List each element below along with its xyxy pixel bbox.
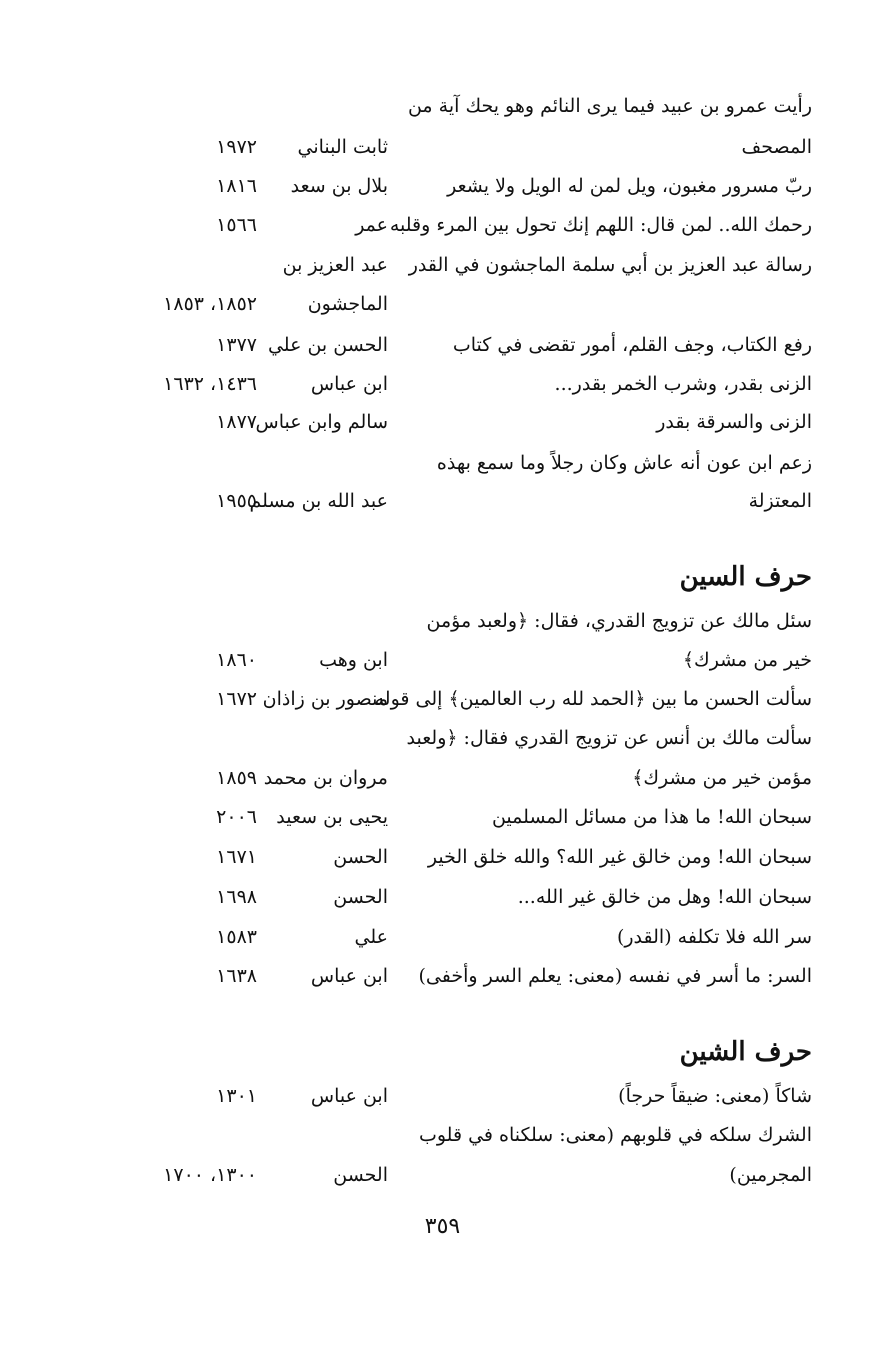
index-entry xyxy=(100,762,812,794)
entry-text: خير من مشرك﴾ xyxy=(682,649,812,671)
entry-text: الزنى والسرقة بقدر xyxy=(656,411,812,433)
entry-text: سألت مالك بن أنس عن تزويج القدري فقال: ﴿ولعبد xyxy=(406,727,812,749)
entry-text: الشرك سلكه في قلوبهم (معنى: سلكناه في قلوب xyxy=(418,1124,812,1146)
entry-narrator: عبد الله بن مسلم xyxy=(249,490,388,512)
entry-narrator: عمر xyxy=(355,214,388,236)
entry-numbers: ١٨١٦ xyxy=(216,175,257,197)
entry-text: الزنى بقدر، وشرب الخمر بقدر... xyxy=(554,373,812,395)
entry-narrator: ابن وهب xyxy=(319,649,388,671)
entry-text: ربّ مسرور مغبون، ويل لمن له الويل ولا يشعر xyxy=(447,175,812,197)
entry-numbers: ١٣٠٠، ١٧٠٠ xyxy=(163,1164,257,1186)
entry-narrator: الحسن xyxy=(333,1164,388,1186)
entry-numbers: ١٥٨٣ xyxy=(216,926,257,948)
entry-narrator: ابن عباس xyxy=(310,373,388,395)
index-entry xyxy=(100,921,812,953)
index-entry xyxy=(100,90,812,122)
entry-text: المجرمين) xyxy=(729,1164,812,1186)
index-entry xyxy=(100,406,812,438)
index-entry xyxy=(100,131,812,163)
index-entry xyxy=(100,1080,812,1112)
index-entry xyxy=(100,1119,812,1151)
entry-numbers: ١٦٧١ xyxy=(216,846,257,868)
entry-numbers: ١٦٣٨ xyxy=(216,965,257,987)
index-entry xyxy=(100,841,812,873)
entry-narrator: الحسن بن علي xyxy=(267,334,388,356)
entry-narrator: الماجشون xyxy=(307,293,388,315)
index-entry xyxy=(100,605,812,637)
index-entry xyxy=(100,644,812,676)
entry-narrator: الحسن xyxy=(333,846,388,868)
entry-narrator: عبد العزيز بن xyxy=(282,254,388,276)
entry-narrator: ابن عباس xyxy=(310,965,388,987)
entry-narrator: ابن عباس xyxy=(310,1085,388,1107)
entry-text: سبحان الله! وهل من خالق غير الله... xyxy=(517,886,812,908)
entry-numbers: ١٥٦٦ xyxy=(216,214,257,236)
index-entry xyxy=(100,170,812,202)
entry-text: سبحان الله! ما هذا من مسائل المسلمين xyxy=(491,806,812,828)
entry-narrator: يحيى بن سعيد xyxy=(276,806,388,828)
index-entry xyxy=(100,447,812,479)
entry-numbers: ١٩٥٥ xyxy=(216,490,257,512)
entry-numbers: ١٨٧٧ xyxy=(216,411,257,433)
entry-narrator: علي xyxy=(354,926,388,948)
index-entry xyxy=(100,881,812,913)
entry-text: سر الله فلا تكلفه (القدر) xyxy=(616,926,812,948)
entry-text: السر: ما أسر في نفسه (معنى: يعلم السر وأخفى) xyxy=(418,965,812,987)
entry-text: رحمك الله.. لمن قال: اللهم إنك تحول بين المرء وقلبه xyxy=(389,214,812,236)
section-heading-shin: حرف الشين xyxy=(679,1037,812,1067)
entry-numbers: ١٦٧٢ xyxy=(216,688,257,710)
entry-narrator: ثابت البناني xyxy=(297,136,388,158)
index-entry xyxy=(100,722,812,754)
entry-text: سبحان الله! ومن خالق غير الله؟ والله خلق الخير xyxy=(427,846,812,868)
entry-numbers: ١٤٣٦، ١٦٣٢ xyxy=(163,373,257,395)
section-heading-sin: حرف السين xyxy=(679,562,812,592)
index-entry xyxy=(100,801,812,833)
entry-numbers: ١٨٥٢، ١٨٥٣ xyxy=(163,293,257,315)
entry-narrator: مروان بن محمد xyxy=(263,767,388,789)
index-entry xyxy=(100,209,812,241)
index-entry xyxy=(100,1159,812,1191)
entry-numbers: ٢٠٠٦ xyxy=(216,806,257,828)
entry-numbers: ١٨٦٠ xyxy=(216,649,257,671)
entry-narrator: بلال بن سعد xyxy=(290,175,388,197)
index-entry xyxy=(100,960,812,992)
entry-text: المعتزلة xyxy=(748,490,812,512)
index-entry xyxy=(100,485,812,517)
page-number: ٣٥٩ xyxy=(424,1214,461,1239)
entry-text: المصحف xyxy=(741,136,812,158)
entry-text: رفع الكتاب، وجف القلم، أمور تقضى في كتاب xyxy=(452,334,812,356)
entry-numbers: ١٦٩٨ xyxy=(216,886,257,908)
entry-text: رأيت عمرو بن عبيد فيما يرى النائم وهو يحك آية من xyxy=(407,95,812,117)
index-entry xyxy=(100,329,812,361)
entry-narrator: الحسن xyxy=(333,886,388,908)
index-entry xyxy=(100,368,812,400)
index-entry xyxy=(100,249,812,281)
entry-numbers: ١٣٧٧ xyxy=(216,334,257,356)
index-entry xyxy=(100,288,812,320)
entry-text: شاكاً (معنى: ضيقاً حرجاً) xyxy=(618,1085,812,1107)
entry-numbers: ١٩٧٢ xyxy=(216,136,257,158)
entry-narrator: منصور بن زاذان xyxy=(262,688,388,710)
entry-text: مؤمن خير من مشرك﴾ xyxy=(632,767,812,789)
entry-narrator: سالم وابن عباس xyxy=(255,411,388,433)
entry-text: رسالة عبد العزيز بن أبي سلمة الماجشون في القدر xyxy=(408,254,812,276)
entry-text: سئل مالك عن تزويج القدري، فقال: ﴿ولعبد مؤمن xyxy=(426,610,812,632)
entry-numbers: ١٨٥٩ xyxy=(216,767,257,789)
entry-text: زعم ابن عون أنه عاش وكان رجلاً وما سمع بهذه xyxy=(436,452,812,474)
entry-numbers: ١٣٠١ xyxy=(216,1085,257,1107)
index-entry xyxy=(100,683,812,715)
entry-text: سألت الحسن ما بين ﴿الحمد لله رب العالمين﴾ إلى قوله xyxy=(374,688,812,710)
